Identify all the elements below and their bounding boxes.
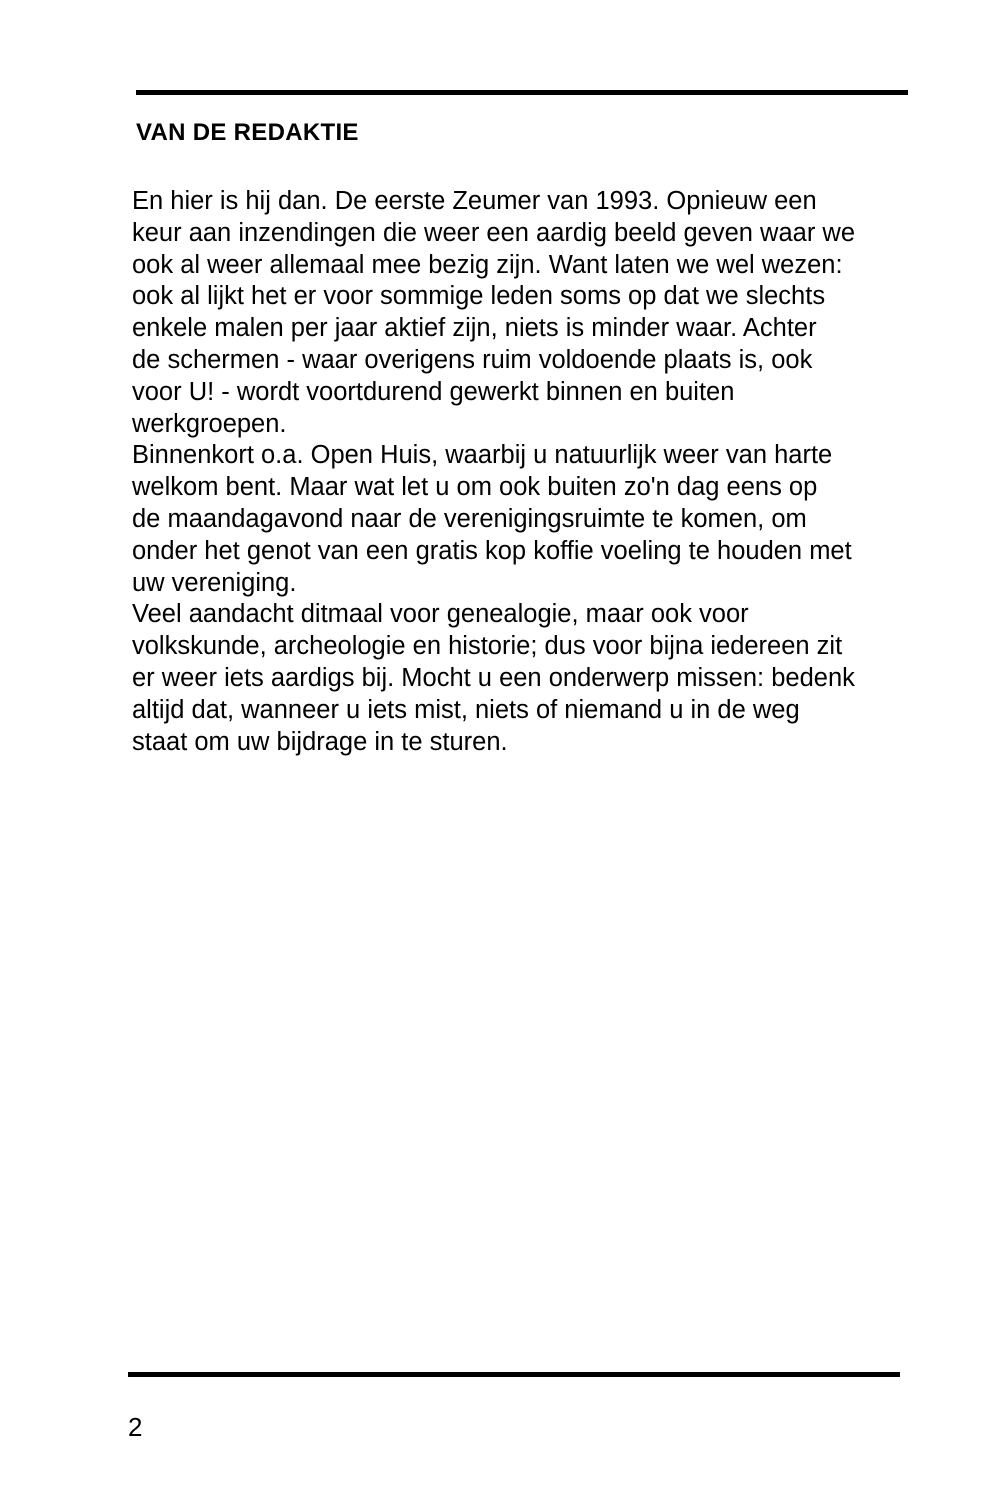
- text-line: enkele malen per jaar aktief zijn, niets is minder waar. Achter: [132, 314, 817, 343]
- text-line: uw vereniging.: [132, 568, 297, 597]
- text-line: werkgroepen.: [132, 409, 287, 438]
- text-line: staat om uw bijdrage in te sturen.: [132, 727, 508, 756]
- text-line: volkskunde, archeologie en historie; dus voor bijna iedereen zit: [132, 632, 843, 661]
- text-line: ook al lijkt het er voor sommige leden soms op dat we slechts: [132, 282, 826, 311]
- text-line: En hier is hij dan. De eerste Zeumer van 1993. Opnieuw een: [132, 187, 817, 215]
- text-line: de schermen - waar overigens ruim voldoende plaats is, ook: [132, 345, 813, 374]
- bottom-rule: [128, 1372, 900, 1377]
- article-paragraph: [132, 186, 912, 440]
- text-line: Veel aandacht ditmaal voor genealogie, maar ook voor: [132, 600, 749, 629]
- text-line: Binnenkort o.a. Open Huis, waarbij u natuurlijk weer van harte: [132, 441, 833, 470]
- section-title: VAN DE REDAKTIE: [136, 119, 359, 146]
- text-line: voor U! - wordt voortdurend gewerkt binnen en buiten: [132, 377, 735, 406]
- text-line: keur aan inzendingen die weer een aardig beeld geven waar we: [132, 218, 856, 247]
- top-rule: [136, 90, 908, 95]
- text-line: welkom bent. Maar wat let u om ook buiten zo'n dag eens op: [132, 473, 818, 502]
- text-line: altijd dat, wanneer u iets mist, niets of niemand u in de weg: [132, 695, 800, 724]
- article-paragraph: [132, 440, 912, 599]
- text-line: de maandagavond naar de verenigingsruimte te komen, om: [132, 504, 807, 533]
- article-body: [132, 186, 912, 758]
- article-paragraph: [132, 599, 912, 758]
- page-number: 2: [128, 1412, 143, 1442]
- text-line: onder het genot van een gratis kop koffie voeling te houden met: [132, 536, 852, 565]
- text-line: er weer iets aardigs bij. Mocht u een onderwerp missen: bedenk: [132, 663, 855, 692]
- text-line: ook al weer allemaal mee bezig zijn. Want laten we wel wezen:: [132, 250, 843, 279]
